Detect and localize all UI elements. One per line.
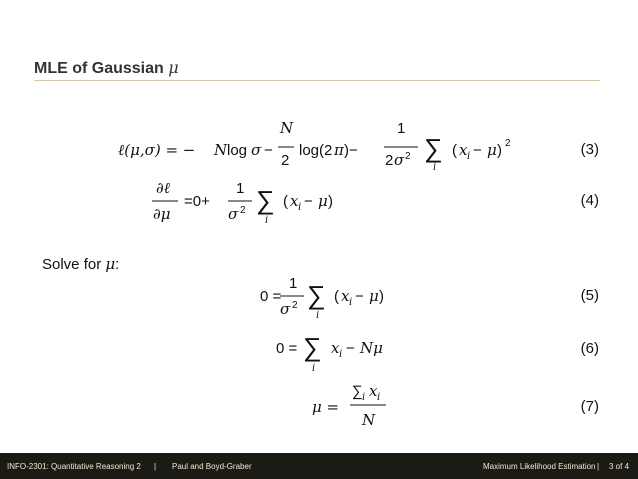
- svg-text:): ): [497, 142, 502, 159]
- equation-number: (4): [580, 192, 599, 209]
- solve-colon: :: [115, 256, 120, 273]
- svg-text:σ: σ: [228, 205, 239, 223]
- equation-4: [0, 175, 638, 235]
- svg-text:−: −: [473, 142, 482, 159]
- svg-text:log(2: log(2: [299, 142, 333, 159]
- svg-text:∂ℓ: ∂ℓ: [156, 179, 171, 197]
- footer-course: INFO-2301: Quantitative Reasoning 2: [7, 462, 141, 471]
- svg-text:μ: μ: [369, 287, 379, 305]
- svg-text:σ: σ: [251, 141, 262, 159]
- svg-text:−: −: [264, 142, 273, 159]
- svg-text:Nμ: Nμ: [360, 339, 383, 357]
- solve-symbol: μ: [105, 255, 116, 273]
- footer-bar: [0, 453, 638, 479]
- svg-text:N: N: [280, 119, 294, 137]
- svg-text:−: −: [304, 193, 313, 210]
- svg-text:2: 2: [292, 300, 298, 311]
- svg-text:(: (: [334, 288, 339, 305]
- svg-text:N: N: [362, 411, 376, 429]
- svg-text:∑: ∑: [424, 133, 443, 163]
- svg-text:∑: ∑: [303, 332, 322, 362]
- equation-4-formula: [0, 175, 638, 235]
- footer-authors: Paul and Boyd-Graber: [172, 462, 252, 471]
- svg-text:x: x: [341, 287, 350, 305]
- svg-text:2: 2: [281, 152, 290, 169]
- footer-separator: |: [154, 462, 157, 471]
- svg-text:log: log: [227, 142, 248, 159]
- slide-title-text: MLE of Gaussian: [34, 60, 164, 77]
- svg-text:)−: )−: [344, 142, 358, 159]
- svg-text:μ: μ: [318, 192, 328, 210]
- svg-text:i: i: [316, 310, 320, 321]
- svg-text:i: i: [467, 151, 471, 162]
- equation-5-formula: [0, 270, 638, 330]
- equation-3-formula: [0, 115, 638, 175]
- svg-text:2: 2: [385, 152, 394, 169]
- svg-text:(: (: [283, 193, 288, 210]
- svg-text:i: i: [362, 392, 366, 403]
- svg-text:=0+: =0+: [184, 193, 210, 210]
- equation-number: (7): [580, 398, 599, 415]
- footer-page-number: 3 of 4: [609, 462, 630, 471]
- svg-text:1: 1: [397, 120, 406, 137]
- svg-text:i: i: [377, 392, 381, 403]
- svg-text:): ): [328, 193, 333, 210]
- equation-number: (6): [580, 340, 599, 357]
- svg-text:μ =: μ =: [312, 398, 340, 416]
- equation-7: [0, 375, 638, 435]
- svg-text:∑: ∑: [256, 185, 275, 215]
- svg-text:i: i: [265, 215, 269, 226]
- svg-text:N: N: [214, 141, 228, 159]
- svg-text:i: i: [298, 202, 302, 213]
- equation-3: [0, 115, 638, 175]
- svg-text:x: x: [459, 141, 468, 159]
- svg-text:∑: ∑: [352, 383, 363, 400]
- svg-text:0 =: 0 =: [276, 340, 298, 357]
- svg-text:2: 2: [505, 138, 511, 149]
- svg-text:0 =: 0 =: [260, 288, 282, 305]
- footer-section: Maximum Likelihood Estimation: [483, 462, 596, 471]
- svg-text:i: i: [339, 349, 343, 360]
- solve-label: Solve for: [42, 256, 102, 273]
- equation-7-formula: [0, 375, 638, 435]
- svg-text:x: x: [331, 339, 340, 357]
- svg-text:x: x: [290, 192, 299, 210]
- slide-title: [34, 58, 179, 78]
- svg-text:(: (: [452, 142, 457, 159]
- svg-text:ℓ(μ,σ) = −: ℓ(μ,σ) = −: [118, 141, 196, 159]
- svg-text:i: i: [433, 162, 437, 173]
- svg-text:μ: μ: [487, 141, 497, 159]
- svg-text:2: 2: [240, 205, 246, 216]
- svg-text:): ): [379, 288, 384, 305]
- svg-text:σ: σ: [280, 300, 291, 318]
- svg-text:x: x: [369, 382, 378, 400]
- svg-text:−: −: [346, 340, 355, 357]
- svg-text:−: −: [355, 288, 364, 305]
- svg-text:∂μ: ∂μ: [153, 205, 171, 223]
- svg-text:π: π: [334, 141, 344, 159]
- svg-text:∑: ∑: [307, 280, 326, 310]
- equation-5: [0, 270, 638, 330]
- svg-text:1: 1: [289, 275, 298, 292]
- equation-number: (5): [580, 287, 599, 304]
- svg-text:i: i: [312, 363, 316, 374]
- svg-text:σ: σ: [394, 151, 405, 169]
- svg-text:1: 1: [236, 180, 245, 197]
- equation-number: (3): [580, 141, 599, 158]
- slide-title-symbol: μ: [168, 58, 179, 77]
- footer-separator: |: [597, 462, 600, 471]
- svg-text:i: i: [349, 297, 353, 308]
- svg-text:2: 2: [405, 151, 411, 162]
- title-rule: [34, 80, 600, 81]
